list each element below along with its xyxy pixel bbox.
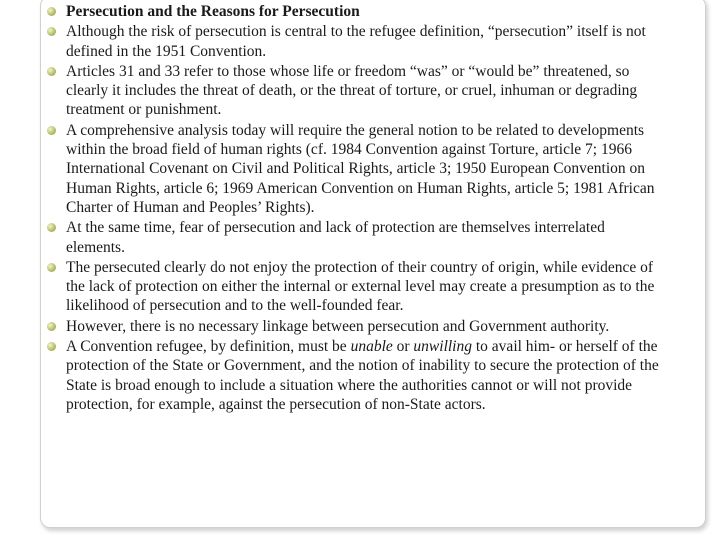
bullet-item [44, 121, 664, 217]
bullet-list [44, 2, 664, 415]
bullet-item [44, 62, 664, 120]
bullet-icon [47, 7, 56, 16]
emphasis-unable: unable [350, 338, 393, 356]
slide-heading: Persecution and the Reasons for Persecution [66, 3, 360, 20]
bullet-text: A comprehensive analysis today will require the general notion to be related to developments within the broad field of human rights (cf. 1984 Convention against Torture, article 7; 1966 International Covenant on Civil and Political Rights, article 3; 1950 European Convention on Human Rights, article 6; 1969 American Convention on Human Rights, article 5; 1981 African Charter of Human and Peoples’ Rights). [66, 121, 655, 216]
bullet-text: Articles 31 and 33 refer to those whose life or freedom “was” or “would be” threatened, so clearly it includes the threat of death, or the threat of torture, or cruel, inhuman or degrading treatment or punishment. [66, 62, 638, 119]
bullet-text-part: or [392, 338, 414, 356]
bullet-item [44, 317, 664, 336]
bullet-text: Although the risk of persecution is central to the refugee definition, “persecution” itself is not defined in the 1951 Convention. [66, 23, 646, 60]
bullet-text: The persecuted clearly do not enjoy the protection of their country of origin, while evidence of the lack of protection on either the internal or external level may create a presumption as to the likelihood of persecution and to the well-founded fear. [66, 258, 655, 315]
bullet-text: However, there is no necessary linkage between persecution and Government authority. [66, 317, 610, 335]
bullet-icon [47, 322, 56, 331]
bullet-icon [47, 27, 56, 36]
bullet-text [66, 338, 659, 413]
bullet-text-part: A Convention refugee, by definition, must be [66, 338, 351, 356]
bullet-item [44, 22, 664, 61]
bullet-item [44, 218, 664, 257]
bullet-icon [47, 126, 56, 135]
bullet-icon [47, 263, 56, 272]
bullet-item [44, 337, 664, 414]
bullet-item [44, 258, 664, 316]
bullet-icon [47, 67, 56, 76]
bullet-text-part: to avail him- or herself of the protection of the State or Government, and the notion of inability to secure the protection of the State is broad enough to include a situation where the authorities cannot or will not provide protection, for example, against the persecution of non-State actors. [66, 338, 659, 413]
emphasis-unwilling: unwilling [413, 338, 472, 356]
bullet-item-heading [44, 2, 664, 21]
bullet-icon [47, 342, 56, 351]
bullet-text: At the same time, fear of persecution and lack of protection are themselves interrelated elements. [66, 219, 605, 256]
bullet-icon [47, 223, 56, 232]
